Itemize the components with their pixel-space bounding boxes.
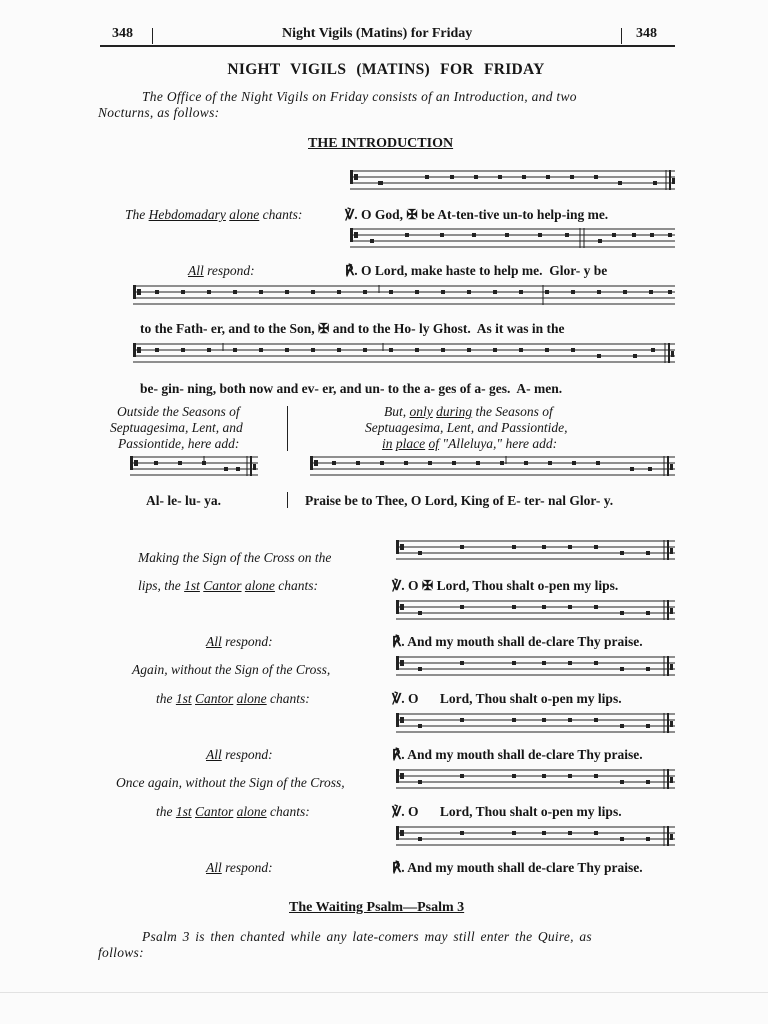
all-label: All [206,860,222,875]
verse-o-lord-3 [392,804,622,820]
all-respond-rubric-1 [188,263,255,279]
verse-rest: Lord, Thou shalt o-pen my lips. [439,804,622,819]
respond-label: respond: [221,747,273,762]
making-sign-rubric: Making the Sign of the Cross on the [138,550,332,565]
cantor-post: chants: [266,691,310,706]
cross-icon: ✠ [421,578,434,593]
right-rubric-of: of [428,436,440,451]
response-mouth-1 [392,634,643,650]
music-staff-4 [133,343,677,365]
cantor-alone: alone [236,691,267,706]
section-heading: THE INTRODUCTION [308,136,454,151]
right-rubric-line1 [384,404,553,420]
verse-rest: Lord, Thou shalt o-pen my lips. [436,578,619,593]
hebdomadary-pre: The [125,207,149,222]
right-rubric-post: the Seasons of [472,404,553,419]
page-title: NIGHT VIGILS (MATINS) FOR FRIDAY [227,61,545,78]
response-mouth-text: And my mouth shall de-clare Thy praise. [407,634,643,649]
music-staff-8 [396,713,677,735]
verse-1 [345,207,608,223]
cantor-pre: the [156,804,176,819]
all-respond-rubric-2 [206,634,273,650]
cantor-pre: the [156,691,176,706]
psalm-paragraph-line2: follows: [98,945,144,960]
psalm-paragraph-line1: Psalm 3 is then chanted while any late-comers may still enter the Quire, as [142,929,592,944]
left-rubric-line3: Passiontide, here add: [118,436,240,451]
hebdomadary-alone: alone [229,207,260,222]
lips-cantor-rubric [138,578,318,594]
alleluia-text: Al- le- lu- ya. [146,493,221,508]
all-label: All [206,634,222,649]
verse-o: O [408,804,419,819]
music-staff-3 [133,285,677,307]
cantor-rubric-1 [156,691,310,707]
response-symbol: ℟. [392,860,405,875]
music-staff-7 [396,656,677,678]
respond-label: respond: [221,634,273,649]
chant-line-3: be- gin- ning, both now and ev- er, and un- to the a- ges of a- ges. A- men. [140,381,563,396]
column-divider-1 [287,406,288,451]
right-rubric-during: during [436,404,473,419]
music-staff-9 [396,769,677,791]
waiting-psalm-heading: The Waiting Psalm—Psalm 3 [289,900,465,915]
lips-post: chants: [274,578,319,593]
header-divider-right [621,28,622,44]
respond-label: respond: [221,860,273,875]
intro-paragraph-line1: The Office of the Night Vigils on Friday consists of an Introduction, and two [142,89,577,104]
scan-edge-line [0,992,768,993]
hebdomadary-post: chants: [259,207,303,222]
verse-o-lord-cross [392,578,618,594]
praise-text: Praise be to Thee, O Lord, King of E- ter- nal Glor- y. [305,493,614,508]
right-rubric-place: place [395,436,426,451]
verse-1-part-a: O God, [361,207,404,222]
lips-cantor: Cantor [203,578,242,593]
header-divider-left [152,28,153,44]
right-rubric-pre: But, [384,404,410,419]
cantor-first: 1st [175,691,192,706]
lips-pre: lips, the [138,578,185,593]
lips-first: 1st [184,578,200,593]
response-mouth-2 [392,747,643,763]
verse-1-part-b: be At-ten-tive un-to help-ing me. [421,207,609,222]
verse-o: O [408,691,419,706]
cantor-post: chants: [266,804,310,819]
all-respond-rubric-4 [206,860,273,876]
right-rubric-line2: Septuagesima, Lent, and Passiontide, [365,420,568,435]
response-mouth-3 [392,860,643,876]
again-without-rubric: Again, without the Sign of the Cross, [132,662,331,677]
verse-symbol: ℣. [392,804,405,819]
right-rubric-line3 [382,436,557,452]
verse-symbol: ℣. [392,691,405,706]
cantor-first: 1st [175,804,192,819]
cantor-rubric-2 [156,804,310,820]
music-staff-6 [396,600,677,622]
hebdomadary-rubric [125,207,302,223]
cantor-alone: alone [236,804,267,819]
right-rubric-in: in [382,436,393,451]
left-rubric-line1: Outside the Seasons of [117,404,240,419]
music-staff-5 [396,540,677,562]
response-1-text: O Lord, make haste to help me. Glor- y be [361,263,608,278]
lips-alone: alone [244,578,275,593]
hebdomadary-role: Hebdomadary [148,207,226,222]
cantor-label: Cantor [195,691,234,706]
cross-icon: ✠ [318,321,330,336]
respond-label: respond: [203,263,255,278]
once-again-rubric: Once again, without the Sign of the Cross, [116,775,345,790]
response-symbol: ℟. [392,634,405,649]
left-rubric-line2: Septuagesima, Lent, and [110,420,243,435]
music-staff-1 [350,170,677,192]
all-label: All [188,263,204,278]
alleluia-staff [130,456,260,478]
all-respond-rubric-3 [206,747,273,763]
chant-line-2 [140,321,564,337]
response-symbol: ℟. [392,747,405,762]
chant-line-2-part-a: to the Fath- er, and to the Son, [140,321,315,336]
music-staff-2 [350,228,677,250]
verse-symbol: ℣. [392,578,405,593]
chant-line-2-part-b: and to the Ho- ly Ghost. As it was in the [332,321,565,336]
running-title: Night Vigils (Matins) for Friday [282,26,473,41]
music-staff-10 [396,826,677,848]
response-1 [345,263,607,279]
intro-paragraph-line2: Nocturns, as follows: [98,105,220,120]
response-mouth-text: And my mouth shall de-clare Thy praise. [407,747,643,762]
response-mouth-text: And my mouth shall de-clare Thy praise. [407,860,643,875]
verse-rest: Lord, Thou shalt o-pen my lips. [439,691,622,706]
header-rule [100,45,675,47]
right-rubric-only: only [409,404,433,419]
page-number-right: 348 [636,26,657,41]
all-label: All [206,747,222,762]
cross-icon: ✠ [406,207,418,222]
verse-symbol: ℣. [345,207,358,222]
praise-staff [310,456,677,478]
column-divider-2 [287,492,288,508]
response-symbol: ℟. [345,263,358,278]
page-number-left: 348 [112,26,133,41]
right-rubric-post3: "Alleluya," here add: [439,436,558,451]
cantor-label: Cantor [195,804,234,819]
verse-o: O [408,578,419,593]
verse-o-lord-2 [392,691,622,707]
